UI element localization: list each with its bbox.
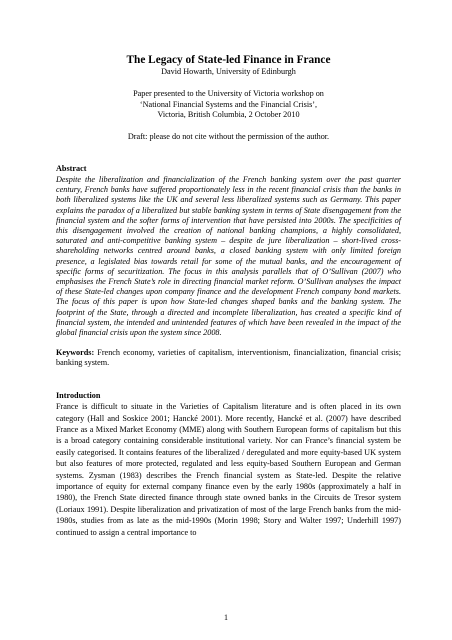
- abstract-heading: Abstract: [56, 164, 87, 174]
- page-number: 1: [224, 613, 228, 622]
- presented-line-3: Victoria, British Columbia, 2 October 2010: [157, 109, 300, 119]
- introduction-heading: Introduction: [56, 390, 101, 400]
- presentation-info: [56, 89, 401, 120]
- keywords: [56, 348, 401, 368]
- abstract-text: Despite the liberalization and financialization of the French banking system over the past quarter century, French banks have suffered proportionately less in the recent financial crisis than the banks in both liberalized systems like the UK and several less liberalized systems such as Germany. This paper explains the paradox of a liberalized but stable banking system in terms of State disengagement from the financial system and the softer forms of intervention that have persisted into 2000s. The specificities of this disengagement involved the creation of national banking champions, a highly consolidated, saturated and anti-competitive banking system – despite de jure liberalization – short-lived cross-shareholding networks centred around banks, a closed banking system with only limited foreign presence, a legislated bias towards retail for some of the mutual banks, and the encouragement of specific forms of securitization. The focus in this analysis parallels that of O’Sullivan (2007) who emphasises the French State’s role in directing financial market reform. O’Sullivan analyses the impact of these State-led changes upon company finance and the development French company bond markets. The focus of this paper is upon how State-led changes shaped banks and the banking system. The footprint of the State, through a directed and incomplete liberalization, has created a specific kind of financial system, the intended and unintended features of which have been revealed in the impact of the global financial crisis upon the system since 2008.: [56, 174, 401, 338]
- author-line: David Howarth, University of Edinburgh: [161, 67, 296, 76]
- presented-line-2: ‘National Financial Systems and the Financial Crisis’,: [139, 99, 318, 109]
- draft-note: Draft: please do not cite without the permission of the author.: [127, 132, 330, 142]
- presented-line-1: Paper presented to the University of Victoria workshop on: [133, 89, 324, 99]
- introduction-text: France is difficult to situate in the Varieties of Capitalism literature and is often placed in its own category (Hall and Soskice 2001; Hancké 2001). More recently, Hancké et al. (2007) have described France as a Mixed Market Economy (MME) along with Southern European forms of capitalism but this is a broad category containing considerable institutional variety. Nor can France’s financial system be easily categorised. It contains features of the liberalized / deregulated and more equity-based UK system but also features of more protected, regulated and less equity-based Southern European and German systems. Zysman (1983) describes the French financial system as State-led. Despite the relative importance of equity for external company finance even by the early 1980s (approximately a half in 1980), the French State directed finance through state owned banks in the Circuits de Tresor system (Loriaux 1991). Despite liberalization and privatization of most of the large French banks from the mid-1980s, studies from as late as the mid-1990s (Morin 1998; Story and Walter 1997; Underhill 1997) continued to assign a central importance to: [56, 402, 401, 537]
- introduction-section: [56, 391, 401, 538]
- keywords-text: French economy, varieties of capitalism, interventionism, financialization, financial crisis; banking system.: [56, 348, 401, 368]
- page-content: [56, 54, 401, 538]
- paper-title: The Legacy of State-led Finance in France: [126, 54, 331, 66]
- keywords-label: Keywords:: [56, 348, 95, 358]
- abstract-section: [56, 164, 401, 338]
